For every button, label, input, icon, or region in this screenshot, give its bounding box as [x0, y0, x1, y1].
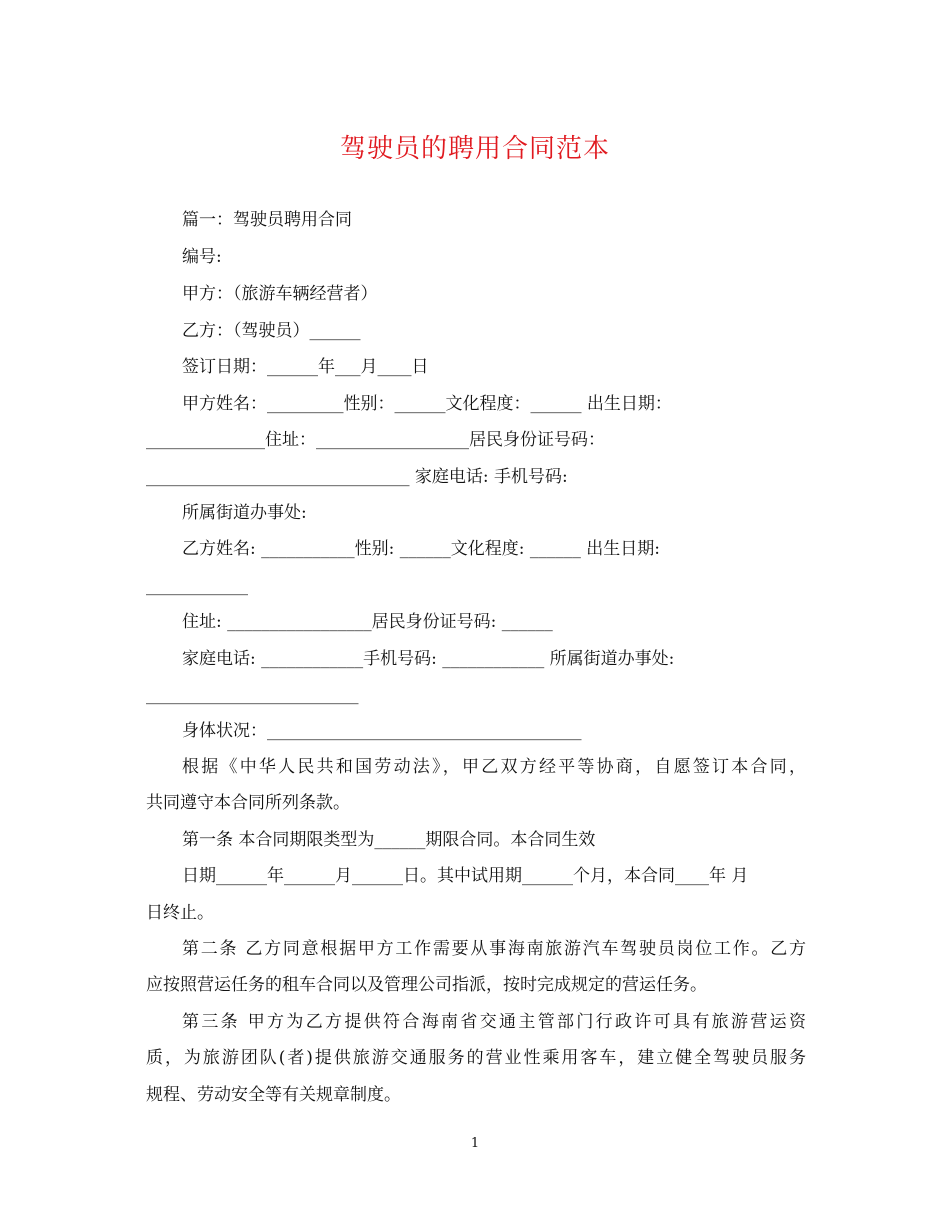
paragraph-line: 根据《中华人民共和国劳动法》，甲乙双方经平等协商，自愿签订本合同，	[182, 757, 806, 777]
paragraph-line: 共同遵守本合同所列条款。	[146, 793, 350, 813]
paragraph-line: 质，为旅游团队(者)提供旅游交通服务的营业性乘用客车，建立健全驾驶员服务	[146, 1048, 806, 1068]
text-line: 篇一：驾驶员聘用合同	[182, 210, 352, 230]
text-line: 身体状况：_____________________________________	[182, 721, 582, 741]
paragraph-line: 规程、劳动安全等有关规章制度。	[146, 1085, 401, 1105]
paragraph-line: 第一条 本合同期限类型为______期限合同。本合同生效	[182, 830, 596, 850]
text-line: 编号:	[182, 247, 222, 267]
paragraph-line: 第三条 甲方为乙方提供符合海南省交通主管部门行政许可具有旅游营运资	[182, 1012, 806, 1032]
text-line: ______________住址：__________________居民身份证号码：	[146, 430, 605, 450]
text-line: 乙方：（驾驶员）______	[182, 321, 361, 341]
text-line: 甲方：（旅游车辆经营者）	[182, 284, 378, 304]
text-line: 甲方姓名：_________性别：______文化程度：______ 出生日期：	[182, 394, 672, 414]
text-line: _______________________________ 家庭电话: 手机号码:	[146, 467, 568, 487]
paragraph-line: 日终止。	[146, 903, 214, 923]
page-title: 驾驶员的聘用合同范本	[339, 134, 610, 164]
text-line: _________________________	[146, 685, 359, 705]
text-line: 家庭电话: ____________手机号码: ____________ 所属街道办事处:	[182, 649, 675, 669]
paragraph-line: 第二条 乙方同意根据甲方工作需要从事海南旅游汽车驾驶员岗位工作。乙方	[182, 939, 806, 959]
text-line: 乙方姓名: ___________性别: ______文化程度: ______ 出生日期:	[182, 539, 661, 559]
text-line: 所属街道办事处:	[182, 503, 307, 523]
text-line: 签订日期：______年___月____日	[182, 357, 429, 377]
page-number: 1	[470, 1136, 480, 1151]
paragraph-line: 日期______年______月______日。其中试用期______个月，本合同____年 月	[182, 866, 749, 886]
paragraph-line: 应按照营运任务的租车合同以及管理公司指派，按时完成规定的营运任务。	[146, 975, 707, 995]
text-line: ____________	[146, 576, 248, 596]
text-line: 住址: _________________居民身份证号码: ______	[182, 612, 553, 632]
